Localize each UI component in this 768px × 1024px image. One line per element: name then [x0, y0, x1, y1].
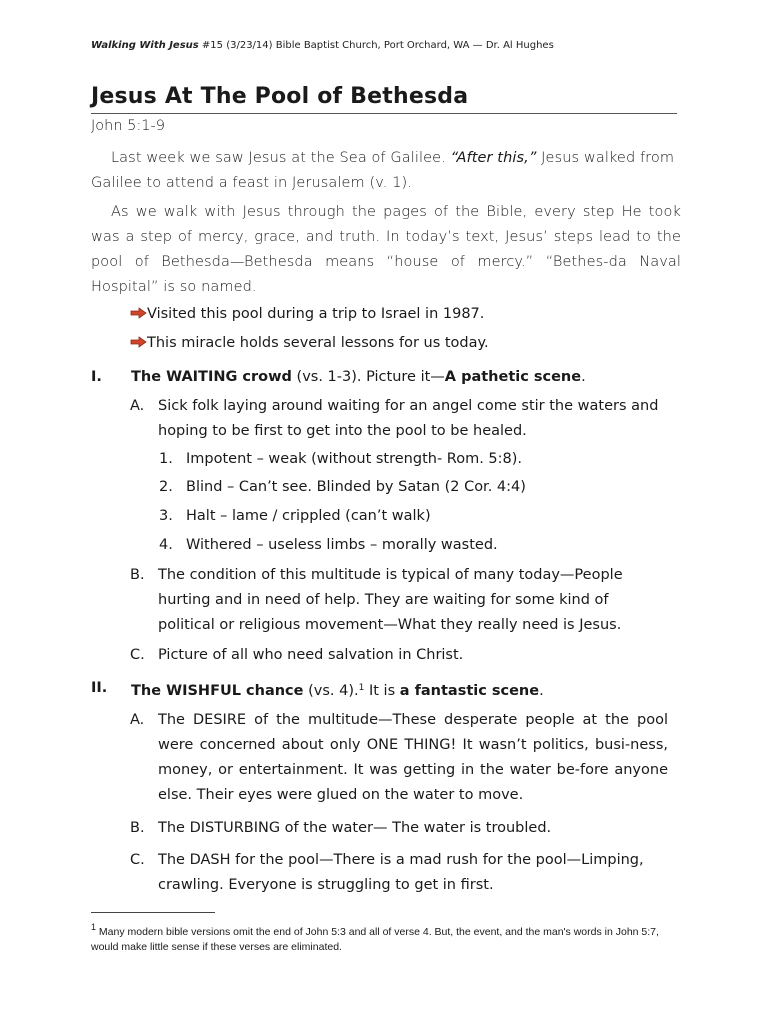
footnote: $^1$ Many modern bible versions omit the end of John 5:3 and all of verse 4. But, the event, and the man's words in John 5:7, would make little sense if these verses are eliminated. [91, 922, 659, 953]
footnote-separator [91, 912, 215, 913]
outline-item: B. The condition of this multitude is typical of many today—People hurting and in need of help. They are waiting for some kind of political or religious movement—What they really need is Jesus. [130, 567, 623, 633]
page-title: Jesus At The Pool of Bethesda [91, 84, 469, 109]
series-name: Walking With Jesus [91, 40, 199, 51]
arrow-point-2: This miracle holds several lessons for us today. [130, 331, 489, 356]
intro-paragraph-1: Last week we saw Jesus at the Sea of Galilee. “After this,” Jesus walked from Galilee to attend a feast in Jerusalem (v. 1). [91, 150, 675, 191]
outline-item: C. Picture of all who need salvation in Christ. [130, 647, 464, 663]
outline-item: A. Sick folk laying around waiting for an angel come stir the waters and hoping to be first to get into the pool to be healed. [130, 398, 659, 439]
outline-item: C. The DASH for the pool—There is a mad rush for the pool—Limping, crawling. Everyone is struggling to get in first. [130, 852, 644, 893]
running-header [91, 40, 554, 51]
title-rule [91, 113, 677, 114]
arrow-right-icon [130, 307, 147, 319]
intro-paragraph-2: As we walk with Jesus through the pages of the Bible, every step He took was a step of mercy, grace, and truth. In today’s text, Jesus’ steps lead to the pool of Bethesda—Bethesda means “house of mercy.” “Bethes-da Naval Hospital” is so named. [91, 204, 681, 295]
scripture-reference: John 5:1-9 [91, 118, 165, 134]
arrow-right-icon [130, 336, 147, 348]
outline-item: A. The DESIRE of the multitude—These desperate people at the pool were concerned about only ONE THING! It wasn’t politics, busi-ness, money, or entertainment. It was getting in the water be-fore anyone else. Their eyes were glued on the water to move. [130, 712, 668, 803]
header-details: #15 (3/23/14) Bible Baptist Church, Port Orchard, WA — Dr. Al Hughes [198, 40, 554, 51]
arrow-point-1: Visited this pool during a trip to Israel in 1987. [130, 302, 484, 327]
outline-item: B. The DISTURBING of the water— The water is troubled. [130, 820, 552, 836]
document-page: Walking With Jesus #15 (3/23/14) Bible Baptist Church, Port Orchard, WA — Dr. Al Hughes Jesus At The Pool of Bethesda John 5:1-9 Last week we saw Jesus at the Sea of Galilee. “After this,” Jesus walked from Galilee to attend a feast in Jerusalem (v. 1). As we walk with Jesus through the pages of the Bible, every step He took was a step of mercy, grace, and truth. In today’s text, Jesus’ steps lead to the pool of Bethesda—Bethesda means “house of mercy.” “Bethes-da Naval Hospital” is so named. Visited this pool during a trip to Israel in 1987. This miracle holds several lessons for us today. I. The WAITING crowd (vs. 1-3). Picture it—A pathetic scene. A. Sick folk laying around waiting for an angel come stir the waters and hoping to be first to get into the pool to be healed. 1. Impotent – weak (without strength- Rom. 5:8). 2. Blind – Can’t see. Blinded by Satan (2 Cor. 4:4) 3. Halt – lame / crippled (can’t walk) 4. Withered – useless limbs – morally wasted. B. The condition of this multitude is typical of many today—People hurting and in need of help. They are waiting for some kind of political or religious movement—What they really need is Jesus. C. Picture of all who need salvation in Christ. II. The WISHFUL chance (vs. 4).$^1$ It is a fantastic scene. A. The DESIRE of the multitude—These desperate people at the pool were concerned about only ONE THING! It wasn’t politics, busi-ness, money, or entertainment. It was getting in the water be-fore anyone else. Their eyes were glued on the water to move. B. The DISTURBING of the water— The water is troubled. C. The DASH for the pool—There is a mad rush for the pool—Limping, crawling. Everyone is struggling to get in first. $^1$ Many modern bible versions omit the end of John 5:3 and all of verse 4. But, the event, and the man's words in John 5:7, would make little sense if these verses are eliminated. [91, 40, 681, 953]
footnote-marker[interactable]: 1 [358, 683, 365, 693]
